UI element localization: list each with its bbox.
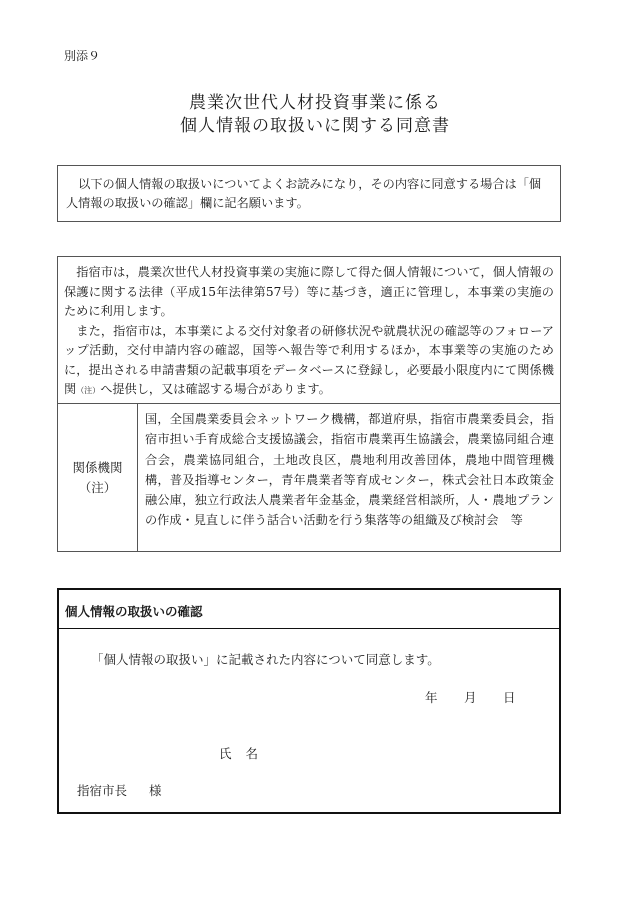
addressee — [77, 781, 162, 799]
footnote-marker: （注） — [76, 386, 101, 395]
date-day-label[interactable]: 日 — [503, 690, 516, 705]
date-month-label[interactable]: 月 — [464, 690, 477, 705]
info-paragraph-1: 指宿市は，農業次世代人材投資事業の実施に際して得た個人情報について，個人情報の保護に関する法律（平成15年法律第57号）等に基づき，適正に管理し，本事業の実施のために利用します。 — [64, 265, 554, 318]
related-agencies-label-note: （注） — [78, 480, 117, 495]
confirmation-section — [57, 588, 561, 814]
related-agencies-label-line1: 関係機関 — [72, 460, 123, 475]
notice-text: 以下の個人情報の取扱いについてよくお読みになり，その内容に同意する場合は「個人情報の取扱いの確認」欄に記名願います。 — [66, 177, 542, 210]
date-year-label[interactable]: 年 — [425, 690, 438, 705]
agreement-statement: 「個人情報の取扱い」に記載された内容について同意します。 — [91, 652, 440, 667]
attachment-label: 別添９ — [64, 49, 101, 63]
document-title-line1: 農業次世代人材投資事業に係る — [189, 93, 441, 113]
addressee-honorific: 様 — [149, 783, 162, 798]
related-agencies-row — [58, 403, 560, 552]
related-agencies-label — [58, 404, 138, 552]
info-handling-table — [57, 256, 561, 552]
document-title-line2: 個人情報の取扱いに関する同意書 — [180, 116, 450, 136]
related-agencies-list: 国，全国農業委員会ネットワーク機構，都道府県，指宿市農業委員会，指宿市担い手育成総合支援協議会，指宿市農業再生協議会，農業協同組合連合会，農業協同組合，土地改良区，農地利用改善団体，農地中間管理機構，普及指導センター，青年農業者等育成センター，株式会社日本政策金融公庫，独立行政法人農業者年金基金，農業経営相談所，人・農地プランの作成・見直しに伴う話合い活動を行う集落等の組織及び検討会 等 — [145, 412, 554, 528]
info-paragraph-2-main: また，指宿市は，本事業による交付対象者の研修状況や就農状況の確認等のフォローアップ活動，交付申請内容の確認，国等へ報告等で利用するほか，本事業等の実施のために，提出される申請書類の記載事項をデータベースに登録し，必要最小限度内にて関係機関 — [64, 323, 554, 396]
info-paragraph-2-end: へ提供し，又は確認する場合があります。 — [100, 382, 331, 396]
notice-box — [57, 165, 561, 222]
info-paragraph-2 — [64, 322, 554, 401]
signature-name-field[interactable]: 氏名 — [219, 746, 273, 761]
addressee-name: 指宿市長 — [77, 783, 128, 798]
info-handling-text — [58, 257, 560, 403]
confirmation-heading: 個人情報の取扱いの確認 — [59, 590, 559, 629]
